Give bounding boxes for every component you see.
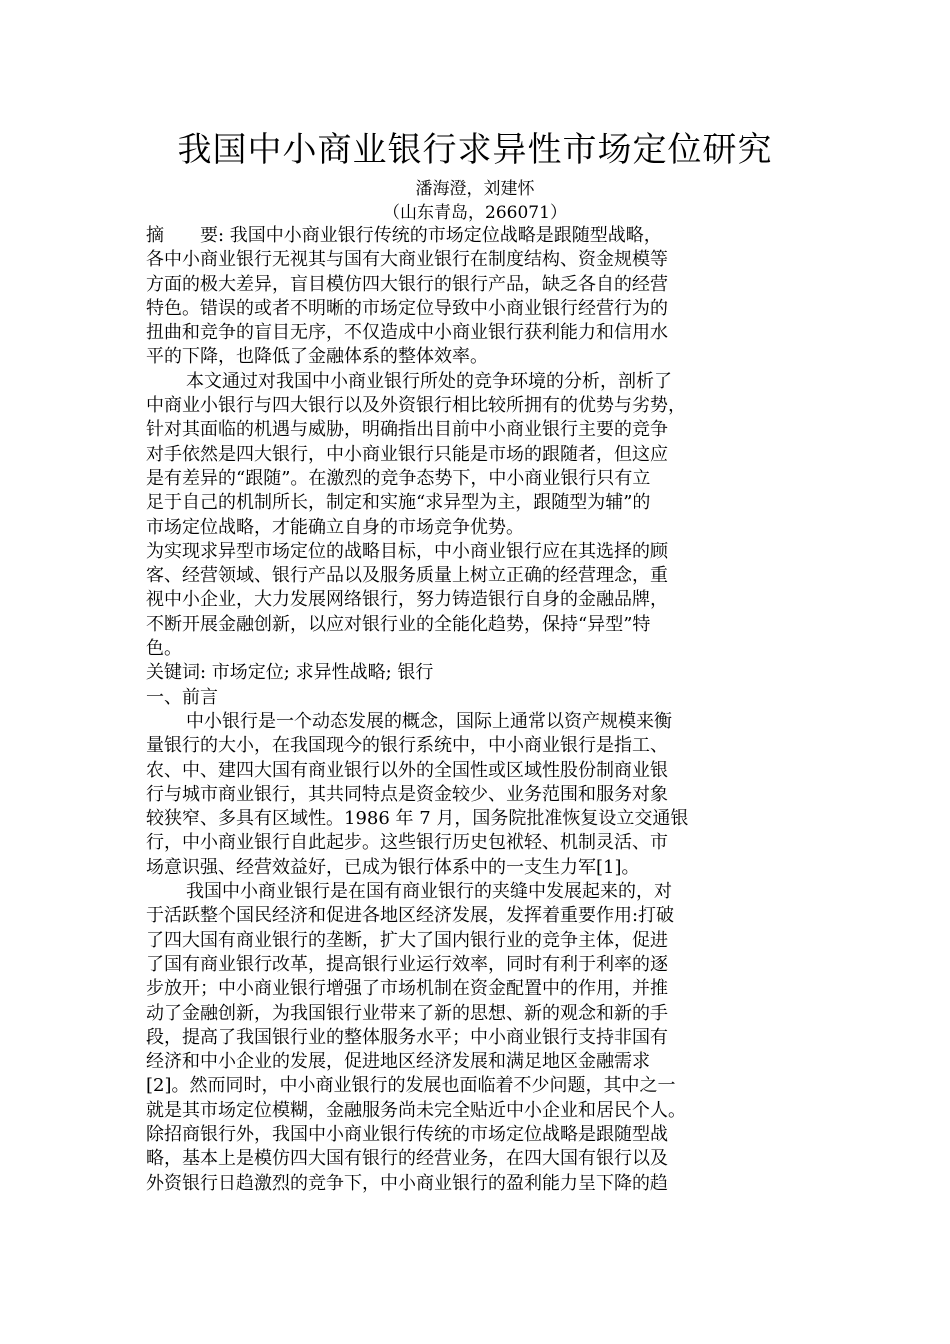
text-line: 对手依然是四大银行，中小商业银行只能是市场的跟随者，但这应 <box>146 443 668 465</box>
text-line: 行，中小商业银行自此起步。这些银行历史包袱轻、机制灵活、市 <box>146 832 668 854</box>
text-line: 段，提高了我国银行业的整体服务水平；中小商业银行支持非国有 <box>146 1026 668 1048</box>
text-line: 色。 <box>146 638 182 660</box>
text-line: 较狭窄、多具有区域性。1986 年 7 月，国务院批准恢复设立交通银 <box>146 808 689 830</box>
paper-affiliation: （山东青岛，266071） <box>383 203 567 223</box>
paper-authors: 潘海澄，刘建怀 <box>415 179 535 199</box>
text-line: 扭曲和竞争的盲目无序，不仅造成中小商业银行获利能力和信用水 <box>146 322 668 344</box>
text-line: 针对其面临的机遇与威胁，明确指出目前中小商业银行主要的竞争 <box>146 419 668 441</box>
text-line: 市场定位战略，才能确立自身的市场竞争优势。 <box>146 516 524 538</box>
text-line: 行与城市商业银行，其共同特点是资金较少、业务范围和服务对象 <box>146 783 668 805</box>
text-line: 了四大国有商业银行的垄断，扩大了国内银行业的竞争主体，促进 <box>146 929 668 951</box>
text-line: 客、经营领域、银行产品以及服务质量上树立正确的经营理念，重 <box>146 565 668 587</box>
text-line: 除招商银行外，我国中小商业银行传统的市场定位战略是跟随型战 <box>146 1123 668 1145</box>
text-line: 场意识强、经营效益好，已成为银行体系中的一支生力军[1]。 <box>146 856 640 878</box>
paper-title: 我国中小商业银行求异性市场定位研究 <box>177 130 773 170</box>
text-line: 为实现求异型市场定位的战略目标，中小商业银行应在其选择的顾 <box>146 540 668 562</box>
text-line: 一、前言 <box>146 686 218 708</box>
text-line: 足于自己的机制所长，制定和实施“求异型为主，跟随型为辅”的 <box>146 492 651 514</box>
text-line: 是有差异的“跟随”。在激烈的竞争态势下，中小商业银行只有立 <box>146 467 651 489</box>
text-line: 了国有商业银行改革，提高银行业运行效率，同时有利于利率的逐 <box>146 953 668 975</box>
text-line: 就是其市场定位模糊，金融服务尚未完全贴近中小企业和居民个人。 <box>146 1099 686 1121</box>
text-line: 不断开展金融创新，以应对银行业的全能化趋势，保持“异型”特 <box>146 613 651 635</box>
text-line: 于活跃整个国民经济和促进各地区经济发展，发挥着重要作用:打破 <box>146 905 675 927</box>
text-line: 平的下降，也降低了金融体系的整体效率。 <box>146 346 488 368</box>
text-line: [2]。然而同时，中小商业银行的发展也面临着不少问题，其中之一 <box>146 1075 676 1097</box>
paper-body <box>146 224 818 1196</box>
text-line: 各中小商业银行无视其与国有大商业银行在制度结构、资金规模等 <box>146 249 668 271</box>
text-line: 量银行的大小，在我国现今的银行系统中，中小商业银行是指工、 <box>146 735 668 757</box>
text-line: 农、中、建四大国有商业银行以外的全国性或区域性股份制商业银 <box>146 759 668 781</box>
text-line: 步放开；中小商业银行增强了市场机制在资金配置中的作用，并推 <box>146 978 668 1000</box>
text-line: 经济和中小企业的发展，促进地区经济发展和满足地区金融需求 <box>146 1051 650 1073</box>
text-line: 特色。错误的或者不明晰的市场定位导致中小商业银行经营行为的 <box>146 297 668 319</box>
text-line: 中商业小银行与四大银行以及外资银行相比较所拥有的优势与劣势， <box>146 395 686 417</box>
text-line: 本文通过对我国中小商业银行所处的竞争环境的分析，剖析了 <box>186 370 672 392</box>
text-line: 视中小企业，大力发展网络银行，努力铸造银行自身的金融品牌， <box>146 589 668 611</box>
text-line: 方面的极大差异，盲目模仿四大银行的银行产品，缺乏各自的经营 <box>146 273 668 295</box>
text-line: 略，基本上是模仿四大国有银行的经营业务，在四大国有银行以及 <box>146 1148 668 1170</box>
text-line: 摘 要: 我国中小商业银行传统的市场定位战略是跟随型战略， <box>146 225 662 246</box>
text-line: 关键词: 市场定位; 求异性战略; 银行 <box>146 662 434 684</box>
text-line: 外资银行日趋激烈的竞争下，中小商业银行的盈利能力呈下降的趋 <box>146 1172 668 1194</box>
text-line: 动了金融创新，为我国银行业带来了新的思想、新的观念和新的手 <box>146 1002 668 1024</box>
text-line: 中小银行是一个动态发展的概念，国际上通常以资产规模来衡 <box>186 710 672 732</box>
text-line: 我国中小商业银行是在国有商业银行的夹缝中发展起来的，对 <box>186 881 672 903</box>
